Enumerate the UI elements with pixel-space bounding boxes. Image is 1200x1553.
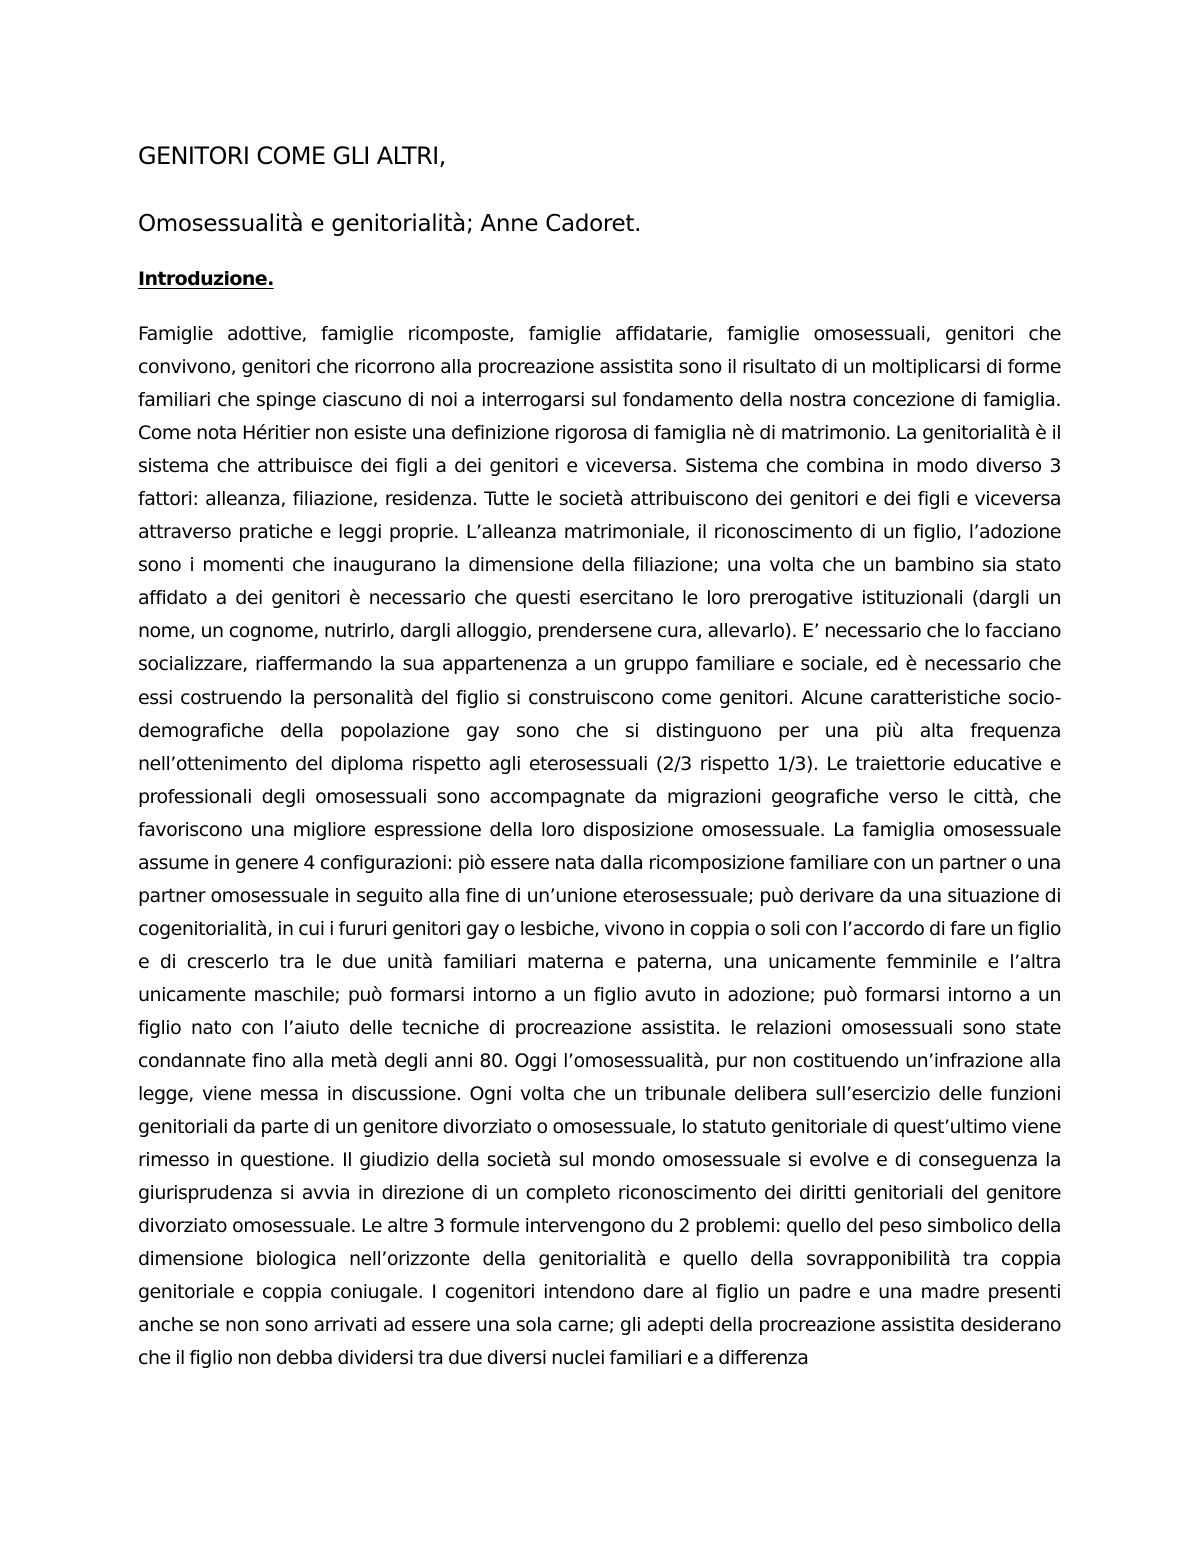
section-heading: Introduzione.	[138, 268, 274, 290]
document-title: GENITORI COME GLI ALTRI,	[138, 142, 446, 170]
body-paragraph: Famiglie adottive, famiglie ricomposte, famiglie affidatarie, famiglie omosessuali, genitori che convivono, genitori che ricorrono alla procreazione assistita sono il risultato di un moltiplicarsi di forme familiari che spinge ciascuno di noi a interrogarsi sul fondamento della nostra concezione di famiglia. Come nota Héritier non esiste una definizione rigorosa di famiglia nè di matrimonio. La genitorialità è il sistema che attribuisce dei figli a dei genitori e viceversa. Sistema che combina in modo diverso 3 fattori: alleanza, filiazione, residenza. Tutte le società attribuiscono dei genitori e dei figli e viceversa attraverso pratiche e leggi proprie. L’alleanza matrimoniale, il riconoscimento di un figlio, l’adozione sono i momenti che inaugurano la dimensione della filiazione; una volta che un bambino sia stato affidato a dei genitori è necessario che questi esercitano le loro prerogative istituzionali (dargli un nome, un cognome, nutrirlo, dargli alloggio, prendersene cura, allevarlo). E’ necessario che lo facciano socializzare, riaffermando la sua appartenenza a un gruppo familiare e sociale, ed è necessario che essi costruendo la personalità del figlio si construiscono come genitori. Alcune caratteristiche socio-demografiche della popolazione gay sono che si distinguono per una più alta frequenza nell’ottenimento del diploma rispetto agli eterosessuali (2/3 rispetto 1/3). Le traiettorie educative e professionali degli omosessuali sono accompagnate da migrazioni geografiche verso le città, che favoriscono una migliore espressione della loro disposizione omosessuale. La famiglia omosessuale assume in genere 4 configurazioni: piò essere nata dalla ricomposizione familiare con un partner o una partner omosessuale in seguito alla fine di un’unione eterosessuale; può derivare da una situazione di cogenitorialità, in cui i fururi genitori gay o lesbiche, vivono in coppia o soli con l’accordo di fare un figlio e di crescerlo tra le due unità familiari materna e paterna, una unicamente femminile e l’altra unicamente maschile; può formarsi intorno a un figlio avuto in adozione; può formarsi intorno a un figlio nato con l’aiuto delle tecniche di procreazione assistita. le relazioni omosessuali sono state condannate fino alla metà degli anni 80. Oggi l’omosessualità, pur non costituendo un’infrazione alla legge, viene messa in discussione. Ogni volta che un tribunale delibera sull’esercizio delle funzioni genitoriali da parte di un genitore divorziato o omosessuale, lo statuto genitoriale di quest’ultimo viene rimesso in questione. Il giudizio della società sul mondo omosessuale si evolve e di conseguenza la giurisprudenza si avvia in direzione di un completo riconoscimento dei diritti genitoriali del genitore divorziato omosessuale. Le altre 3 formule intervengono du 2 problemi: quello del peso simbolico della dimensione biologica nell’orizzonte della genitorialità e quello della sovrapponibilità tra coppia genitoriale e coppia coniugale. I cogenitori intendono dare al figlio un padre e una madre presenti anche se non sono arrivati ad essere una sola carne; gli adepti della procreazione assistita desiderano che il figlio non debba dividersi tra due diversi nuclei familiari e a differenza	[138, 323, 1061, 1370]
document-subtitle: Omosessualità e genitorialità; Anne Cadoret.	[138, 211, 642, 237]
